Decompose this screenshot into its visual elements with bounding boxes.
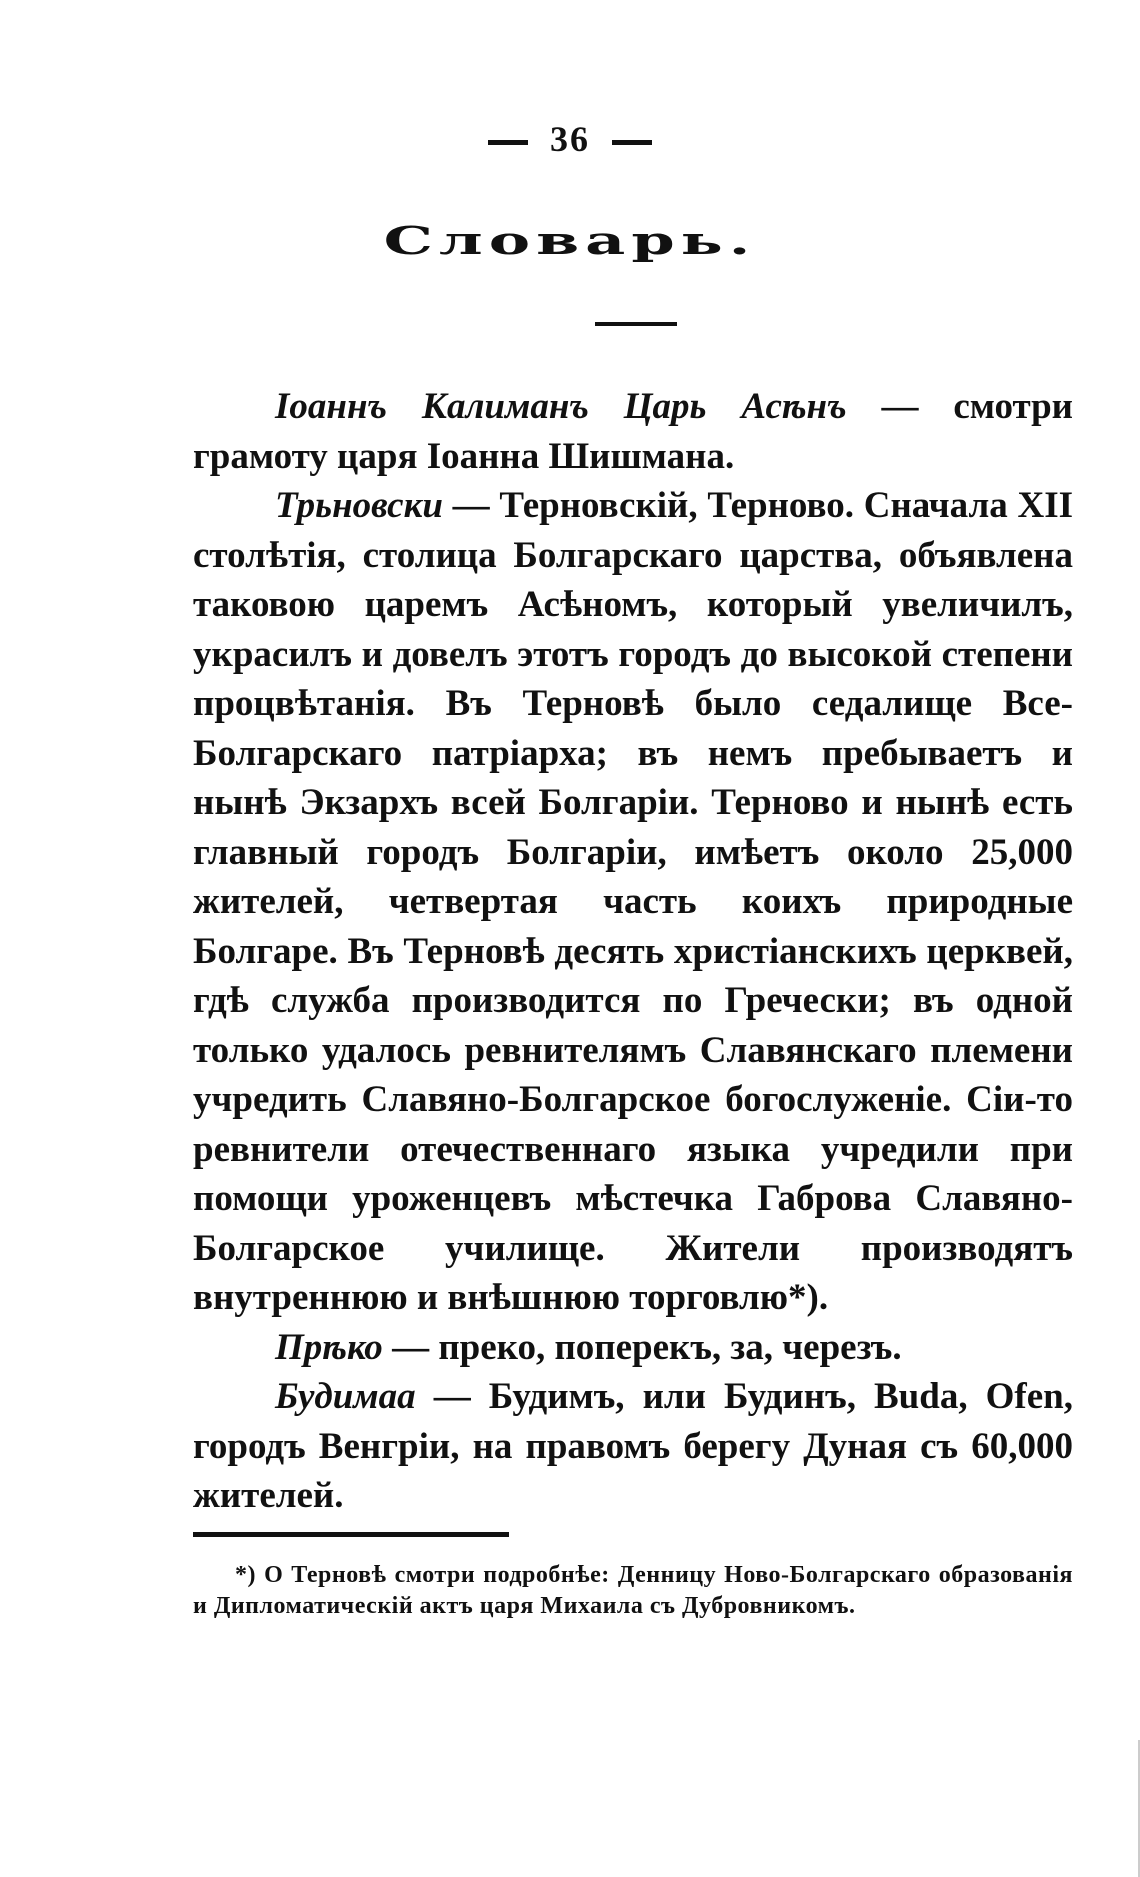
dictionary-entry bbox=[193, 382, 1073, 481]
dictionary-entries bbox=[193, 382, 1073, 1521]
footnote-rule bbox=[193, 1532, 509, 1537]
page-number: 36 bbox=[550, 119, 590, 159]
entry-definition: — преко, поперекъ, за, черезъ. bbox=[382, 1326, 902, 1368]
entry-definition: — Терновскій, Терново. Сначала XII столѣтія, столица Болгарскаго царства, объявлена таковою царемъ Асѣномъ, который увеличилъ, украсилъ и довелъ этотъ городъ до высокой степени процвѣтанія. Въ Терновѣ было седалище Все-Болгарскаго патріарха; въ немъ пребываетъ и нынѣ Экзархъ всей Болгаріи. Терново и нынѣ есть главный городъ Болгаріи, имѣетъ около 25,000 жителей, четвертая часть коихъ природные Болгаре. Въ Терновѣ десять христіанскихъ церквей, гдѣ служба производится по Гречески; въ одной только удалось ревнителямъ Славянскаго племени учредить Славяно-Болгарское богослуженіе. Сіи-то ревнители отечественнаго языка учредили при помощи уроженцевъ мѣстечка Габрова Славяно-Болгарское училище. Жители производятъ внутреннюю и внѣшнюю торговлю*). bbox=[193, 485, 1073, 1318]
footnote: *) О Терновѣ смотри подробнѣе: Денницу Ново-Болгарскаго образованія и Дипломатическій актъ царя Михаила съ Дубровникомъ. bbox=[193, 1562, 1073, 1619]
right-dash bbox=[612, 140, 652, 145]
entry-term: Прѣко bbox=[275, 1326, 383, 1368]
entry-definition: — смотри грамоту царя Іоанна Шишмана. bbox=[193, 386, 1073, 477]
dictionary-entry bbox=[193, 481, 1073, 1323]
left-dash bbox=[488, 140, 528, 145]
dictionary-entry bbox=[193, 1372, 1073, 1521]
entry-term: Трьновски bbox=[275, 485, 443, 526]
dictionary-entry bbox=[193, 1323, 1073, 1373]
entry-definition: — Будимъ, или Будинъ, Buda, Ofen, городъ Венгріи, на правомъ берегу Дуная съ 60,000 жителей. bbox=[193, 1376, 1073, 1516]
page-title: Словарь. bbox=[383, 218, 757, 264]
entry-term: Будимаа bbox=[275, 1376, 416, 1417]
page-number-header bbox=[0, 118, 1140, 160]
title-rule bbox=[595, 322, 677, 326]
entry-term: Іоаннъ Калиманъ Царь Асѣнъ bbox=[275, 386, 847, 427]
